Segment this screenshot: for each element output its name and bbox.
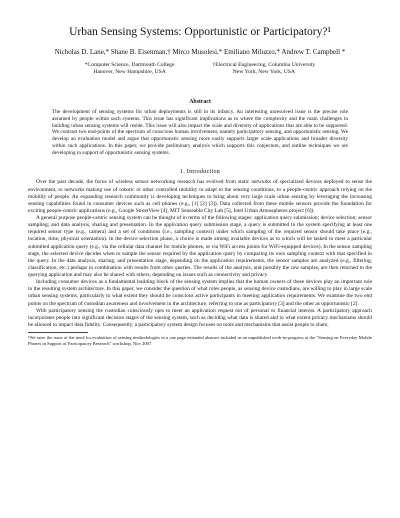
author-list: Nicholas D. Lane,* Shane B. Eisenman,† Mirco Musolesi,* Emiliano Miluzzo,* Andrew T. Campbell * [54,48,346,56]
paragraph: With participatory sensing the custodian consciously opts to meet an application request out of personal or financial interest. A participatory approach incorporates people into significant decision stages of the sensing system, such as deciding what data is shared and to what extent privacy mechanisms should be allowed to impact data fidelity. Consequently, a participatory system design focuses on tools and mechanisms that assist people to share, [28,307,372,328]
paragraph: A general purpose people-centric sensing system can be thought of in terms of the following stages: application query submission; device selection; sensor sampling; and data analysis, sharing and presentation. In the application query submission stage, a query is submitted to the system specifying at least one required sensor type (e.g., camera) and a set of conditions (i.e., sampling context) under which sampling of the required sensor should take place (e.g., location, time, physical orientation). In the device selection phase, a choice is made among available devices as to which will be tasked to meet a particular submitted application query (e.g., via the cellular data channel for mobile phones, or via WiFi access points for WiFi-equipped devices). In the sensor sampling stage, the selected device decides when to sample the sensor required by the application query by comparing its own sampling context with that specified in the query. In the data analysis, sharing, and presentation stage, depending on the application requirements, the sensor samples are analyzed (e.g., filtering, classification, etc.) perhaps in combination with results from other queries. The results of the analysis, and possibly the raw samples, are then returned to the querying application and may also be shared with others, depending on issues such as connectivity and privacy. [28,215,372,279]
introduction-body [28,179,372,329]
affiliation-line: New York, New York, USA [232,69,295,76]
affiliation-line: Hanover, New Hampshire, USA [93,69,166,76]
footnote-rule [28,332,88,333]
affiliation-dartmouth [85,62,175,77]
abstract-text: The development of sensing systems for urban deployments is still in its infancy. An interesting unresolved issue is the precise role assumed by people within such systems. This issue has significant implications as to where the complexity and the main challenges in building urban sensing systems will reside. This issue will also impact the scale and diversity of applications that are able to be supported. We contrast two end-points of the spectrum of conscious human involvement, namely participatory sensing, and opportunistic sensing. We develop an evaluation model and argue that opportunistic sensing more easily supports larger scale applications and broader diversity within such applications. In this paper, we provide preliminary analysis which supports this conjecture, and outline techniques we are developing in support of opportunistic sensing systems. [52,108,348,157]
abstract-heading: Abstract [189,98,211,105]
paragraph: Over the past decade, the focus of wireless sensor networking research has evolved from static networks of specialized devices deployed to sense the environment, to networks making use of robotic or other controlled mobility to adapt to the sensing conditions, to a people-centric approach relying on the mobility of people. An expanding research community is developing techniques to bring about very large scale urban sensing by leveraging the increasing sensing capabilities found in consumer devices such as cell phones (e.g., [1] [2] [3]). Data collected from these mobile sensors provide the foundation for exciting people-centric applications (e.g., Google StreetView [4], MIT Senseable City Lab [5], Intel Urban Atmospheres project [6]). [28,179,372,214]
affiliation-line: *Computer Science, Dartmouth College [84,62,175,68]
affiliation-columbia [212,62,315,77]
paper-title: Urban Sensing Systems: Opportunistic or Participatory?¹ [69,26,331,38]
section-heading-introduction: 1. Introduction [179,169,221,176]
footnote: ¹We raise the issue of the need for evaluation of sensing methodologies in a one page extended abstract included as an unpublished work-in-progress at the "Sensing on Everyday Mobile Phones in Support of Participatory Research" workshop, Nov 2007. [28,335,372,347]
affiliation-line: †Electrical Engineering, Columbia University [212,62,316,68]
affiliations [28,62,372,77]
paragraph: Including consumer devices as a fundamental building block of the sensing system implies that the human owners of these devices play an important role in the resulting system architecture. In this paper, we consider the question of what roles people, as sensing device custodians, are willing to play in large scale urban sensing systems, particularly to what extent they should be conscious active participants in meeting application requirements. We examine the two end points on the spectrum of custodian awareness and involvement in the architecture, referring to one as participatory [3] and the other as opportunistic [2]. [28,279,372,307]
